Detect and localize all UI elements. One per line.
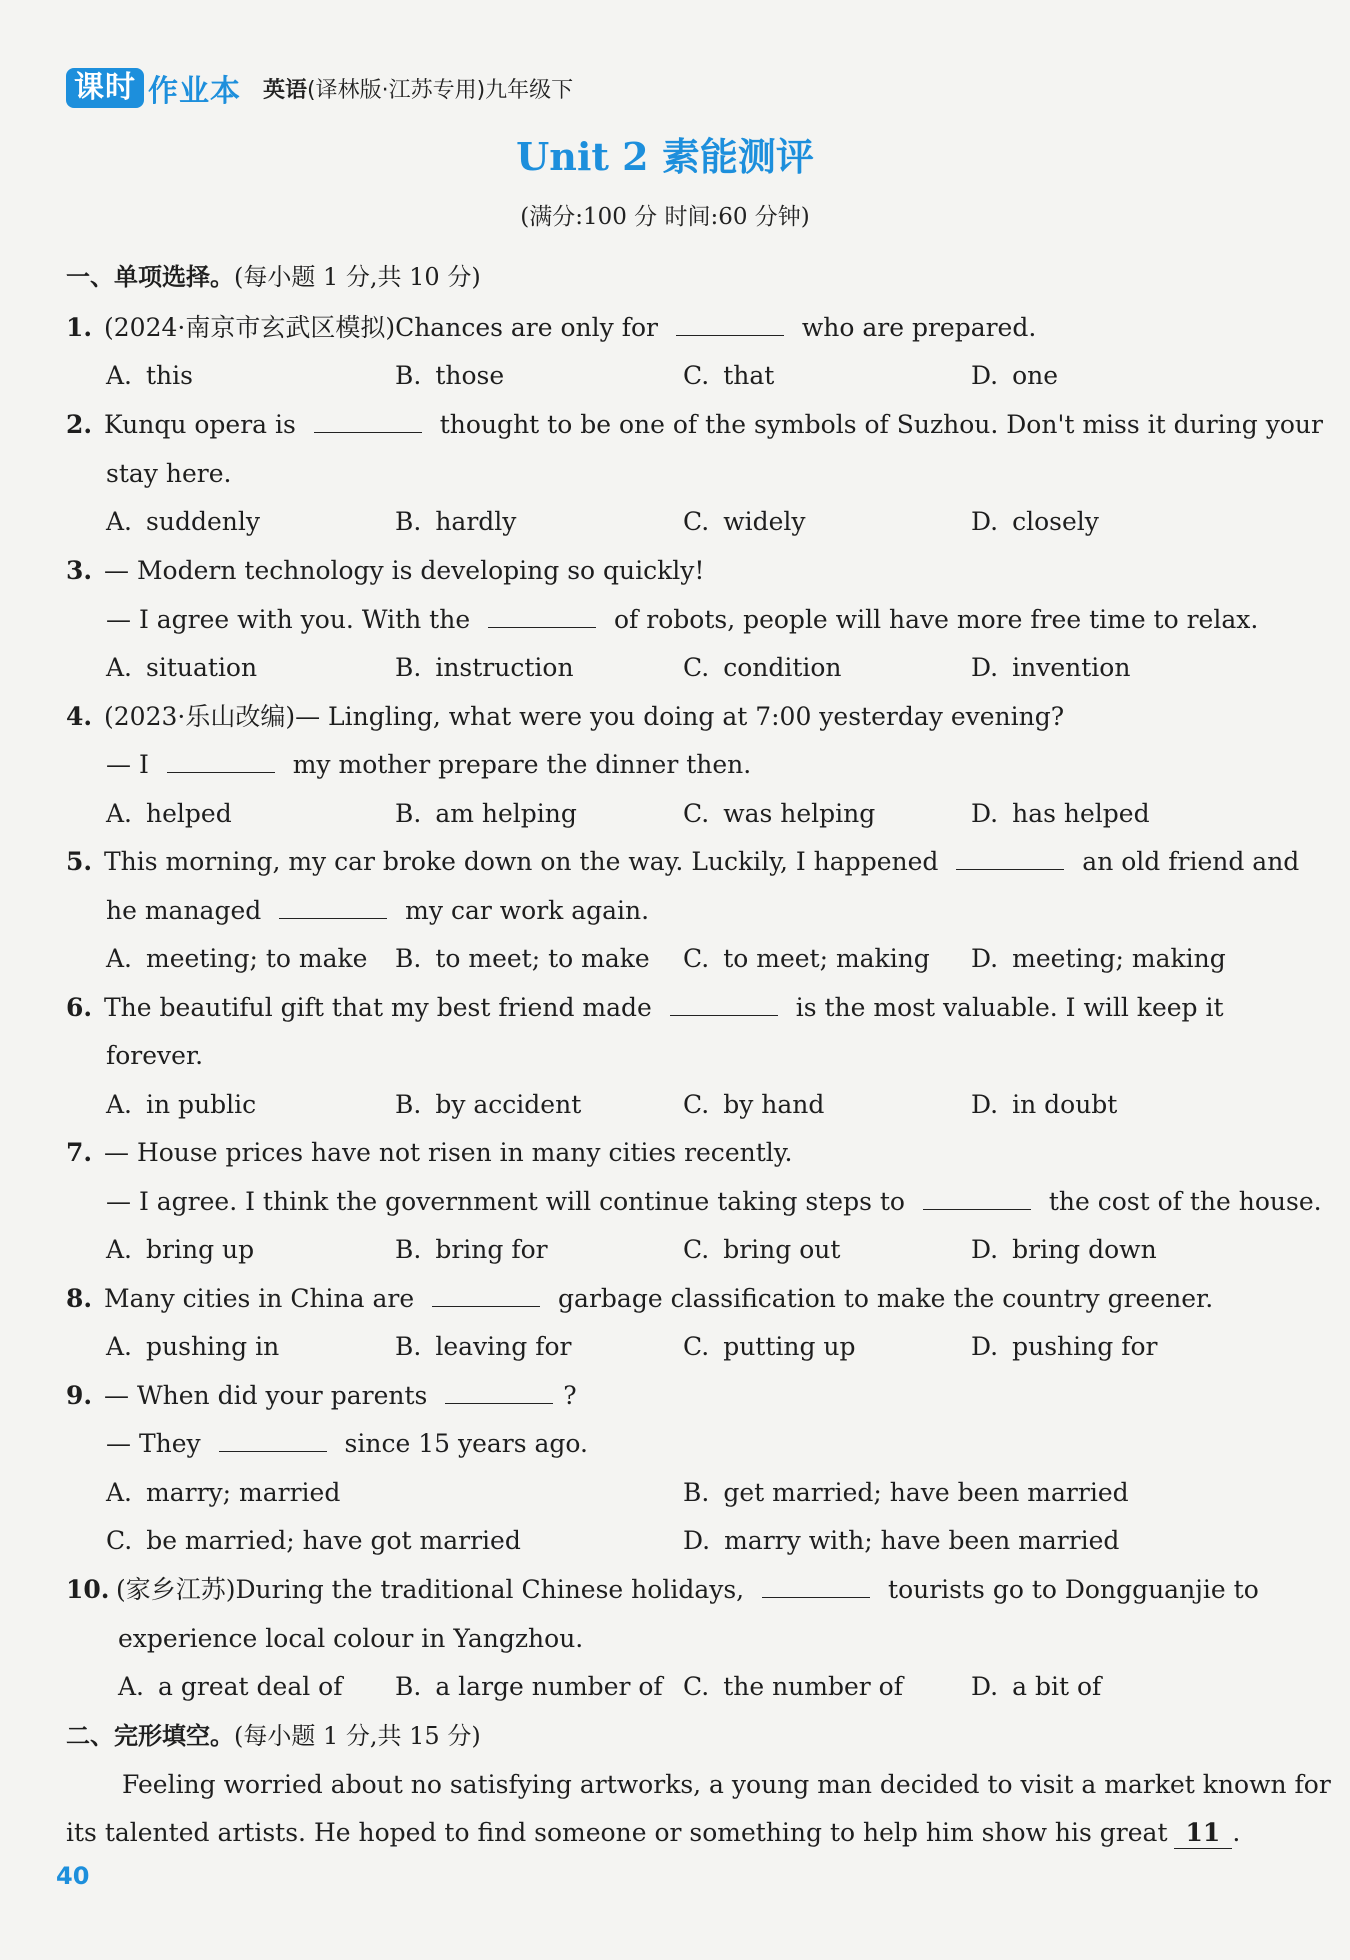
question-text: since 15 years ago. <box>336 1429 588 1458</box>
question-text: thought to be one of the symbols of Suzhou. Don't miss it during your <box>431 410 1323 439</box>
option-text: to meet; to make <box>435 944 650 973</box>
question-text: (2024·南京市玄武区模拟)Chances are only for <box>104 313 666 342</box>
section-1-note: (每小题 1 分,共 10 分) <box>234 263 481 291</box>
option-letter: D. <box>971 1090 999 1119</box>
option-letter: B. <box>395 1235 422 1264</box>
question-6-line-2: forever. <box>106 1041 204 1070</box>
option-8b <box>395 1332 571 1362</box>
option-letter: C. <box>683 361 710 390</box>
option-4b <box>395 799 577 829</box>
option-letter: B. <box>683 1478 710 1507</box>
option-letter: A. <box>106 1090 133 1119</box>
option-text: the number of <box>723 1672 903 1701</box>
question-4-line-1 <box>66 702 1064 732</box>
answer-blank <box>445 1381 553 1404</box>
answer-blank <box>956 847 1064 870</box>
option-letter: C. <box>683 1235 710 1264</box>
option-letter: B. <box>395 361 422 390</box>
option-letter: A. <box>106 653 133 682</box>
question-text: my mother prepare the dinner then. <box>284 750 752 779</box>
option-letter: A. <box>106 944 133 973</box>
question-text: is the most valuable. I will keep it <box>787 993 1224 1022</box>
option-text: instruction <box>435 653 574 682</box>
option-9a <box>106 1478 340 1508</box>
option-letter: C. <box>683 944 710 973</box>
subject: 英语 <box>263 77 308 103</box>
option-text: has helped <box>1012 799 1150 828</box>
option-text: suddenly <box>146 507 260 536</box>
question-text: of robots, people will have more free time to relax. <box>606 605 1259 634</box>
option-8d <box>971 1332 1157 1362</box>
option-text: one <box>1012 361 1059 390</box>
option-6a <box>106 1090 256 1120</box>
question-text: Kunqu opera is <box>104 410 304 439</box>
answer-blank <box>488 605 596 628</box>
option-5d <box>971 944 1226 974</box>
option-letter: D. <box>971 653 999 682</box>
question-text: my car work again. <box>397 896 650 925</box>
option-letter: D. <box>971 944 999 973</box>
question-4-line-2 <box>106 750 751 780</box>
question-number: 5. <box>66 847 93 876</box>
passage-line-2 <box>66 1818 1240 1849</box>
option-1b <box>395 361 504 391</box>
question-number: 6. <box>66 993 93 1022</box>
option-letter: B. <box>395 1672 422 1701</box>
option-3a <box>106 653 257 683</box>
question-10-line-1 <box>66 1575 1259 1605</box>
option-9b <box>683 1478 1129 1508</box>
option-10d <box>971 1672 1101 1702</box>
option-letter: A. <box>106 361 133 390</box>
option-4c <box>683 799 875 829</box>
question-7-line-2 <box>106 1187 1322 1217</box>
answer-blank <box>167 750 275 773</box>
section-1-title: 一、单项选择。 <box>66 263 234 291</box>
option-text: closely <box>1012 507 1099 536</box>
question-5-line-2 <box>106 896 649 926</box>
option-9c <box>106 1526 521 1556</box>
page-title: Unit 2 素能测评 <box>516 134 814 179</box>
option-text: to meet; making <box>723 944 930 973</box>
question-text: — I <box>106 750 157 779</box>
section-2-title: 二、完形填空。 <box>66 1722 234 1750</box>
option-letter: B. <box>395 507 422 536</box>
option-3c <box>683 653 842 683</box>
question-1-line-1 <box>66 313 1036 343</box>
option-text: invention <box>1012 653 1131 682</box>
option-text: in public <box>146 1090 257 1119</box>
option-text: condition <box>723 653 842 682</box>
answer-blank <box>923 1187 1031 1210</box>
question-text: (家乡江苏)During the traditional Chinese holidays, <box>116 1575 753 1604</box>
option-4a <box>106 799 232 829</box>
question-5-line-1 <box>66 847 1299 877</box>
section-1-heading <box>66 262 481 292</box>
option-letter: A. <box>106 507 133 536</box>
question-text: an old friend and <box>1074 847 1300 876</box>
option-letter: C. <box>683 1672 710 1701</box>
question-text: — House prices have not risen in many cities recently. <box>104 1138 793 1167</box>
option-5b <box>395 944 650 974</box>
option-text: bring for <box>435 1235 548 1264</box>
question-2-line-1 <box>66 410 1323 440</box>
edition: (译林版·江苏专用)九年级下 <box>307 77 574 103</box>
option-letter: C. <box>683 799 710 828</box>
book-logo <box>66 66 241 110</box>
option-10c <box>683 1672 903 1702</box>
option-letter: A. <box>106 1478 133 1507</box>
option-text: be married; have got married <box>146 1526 521 1555</box>
question-text: who are prepared. <box>793 313 1037 342</box>
question-number: 8. <box>66 1284 93 1313</box>
option-6d <box>971 1090 1117 1120</box>
option-text: meeting; to make <box>146 944 368 973</box>
option-letter: D. <box>971 1235 999 1264</box>
question-number: 2. <box>66 410 93 439</box>
question-text: — I agree with you. With the <box>106 605 479 634</box>
option-text: meeting; making <box>1012 944 1226 973</box>
question-text: — Modern technology is developing so quickly! <box>104 556 705 585</box>
question-6-line-1 <box>66 993 1224 1023</box>
answer-blank <box>279 896 387 919</box>
question-number: 4. <box>66 702 93 731</box>
answer-blank <box>432 1284 540 1307</box>
option-text: marry; married <box>146 1478 341 1507</box>
section-2-note: (每小题 1 分,共 15 分) <box>234 1722 481 1750</box>
option-text: a large number of <box>435 1672 663 1701</box>
option-letter: D. <box>683 1526 711 1555</box>
option-1a <box>106 361 193 391</box>
option-letter: B. <box>395 1090 422 1119</box>
page-number: 40 <box>56 1862 90 1890</box>
answer-blank <box>762 1575 870 1598</box>
option-text: putting up <box>723 1332 856 1361</box>
question-10-line-2: experience local colour in Yangzhou. <box>118 1624 584 1653</box>
question-text: ? <box>563 1381 577 1410</box>
option-7d <box>971 1235 1157 1265</box>
option-text: a great deal of <box>158 1672 343 1701</box>
answer-blank <box>670 993 778 1016</box>
option-text: pushing in <box>146 1332 280 1361</box>
option-2c <box>683 507 806 537</box>
option-text: bring down <box>1012 1235 1157 1264</box>
book-header <box>66 66 573 110</box>
option-letter: D. <box>971 507 999 536</box>
option-letter: A. <box>106 799 133 828</box>
option-letter: B. <box>395 1332 422 1361</box>
question-3-line-2 <box>106 605 1258 635</box>
question-2-line-2: stay here. <box>106 459 232 488</box>
answer-blank <box>314 410 422 433</box>
question-text: he managed <box>106 896 270 925</box>
question-text: — I agree. I think the government will continue taking steps to <box>106 1187 913 1216</box>
option-letter: C. <box>683 1090 710 1119</box>
option-letter: D. <box>971 1672 999 1701</box>
option-text: by accident <box>435 1090 582 1119</box>
question-7-line-1 <box>66 1138 793 1168</box>
option-text: leaving for <box>435 1332 572 1361</box>
option-letter: A. <box>118 1672 145 1701</box>
logo-badge: 课时 <box>66 68 144 108</box>
option-text: pushing for <box>1012 1332 1158 1361</box>
option-text: marry with; have been married <box>724 1526 1120 1555</box>
option-letter: C. <box>683 653 710 682</box>
question-text: This morning, my car broke down on the way. Luckily, I happened <box>104 847 947 876</box>
option-5c <box>683 944 930 974</box>
question-text: the cost of the house. <box>1040 1187 1322 1216</box>
question-text: (2023·乐山改编)— Lingling, what were you doing at 7:00 yesterday evening? <box>104 702 1065 731</box>
option-9d <box>683 1526 1119 1556</box>
option-5a <box>106 944 367 974</box>
option-letter: B. <box>395 944 422 973</box>
question-number: 10. <box>66 1575 110 1604</box>
question-text: — They <box>106 1429 209 1458</box>
question-number: 9. <box>66 1381 93 1410</box>
question-text: tourists go to Dongguanjie to <box>880 1575 1259 1604</box>
option-text: widely <box>723 507 806 536</box>
option-letter: D. <box>971 361 999 390</box>
option-2b <box>395 507 516 537</box>
question-text: — When did your parents <box>104 1381 436 1410</box>
question-8-line-1 <box>66 1284 1213 1314</box>
option-text: a bit of <box>1012 1672 1102 1701</box>
option-letter: A. <box>106 1235 133 1264</box>
option-text: this <box>146 361 193 390</box>
option-text: that <box>723 361 775 390</box>
option-3d <box>971 653 1130 683</box>
option-text: in doubt <box>1012 1090 1118 1119</box>
book-info <box>263 73 573 104</box>
option-text: bring out <box>723 1235 841 1264</box>
option-7c <box>683 1235 840 1265</box>
logo-text: 作业本 <box>148 74 241 109</box>
option-4d <box>971 799 1150 829</box>
option-1c <box>683 361 774 391</box>
option-7a <box>106 1235 254 1265</box>
option-letter: C. <box>683 507 710 536</box>
question-text: Many cities in China are <box>104 1284 423 1313</box>
cloze-blank-number: 11 <box>1174 1818 1233 1849</box>
question-9-line-1 <box>66 1381 577 1411</box>
option-letter: C. <box>683 1332 710 1361</box>
option-letter: B. <box>395 653 422 682</box>
option-6b <box>395 1090 581 1120</box>
option-8c <box>683 1332 856 1362</box>
question-text: The beautiful gift that my best friend made <box>104 993 660 1022</box>
option-10a <box>118 1672 342 1702</box>
option-text: am helping <box>435 799 577 828</box>
question-number: 3. <box>66 556 93 585</box>
option-letter: D. <box>971 1332 999 1361</box>
passage-text: its talented artists. He hoped to find someone or something to help him show his great <box>66 1818 1168 1847</box>
option-6c <box>683 1090 824 1120</box>
passage-line-1: Feeling worried about no satisfying artworks, a young man decided to visit a market known for <box>122 1770 1331 1799</box>
option-text: situation <box>146 653 258 682</box>
option-text: by hand <box>723 1090 825 1119</box>
option-7b <box>395 1235 548 1265</box>
option-text: helped <box>146 799 232 828</box>
question-9-line-2 <box>106 1429 588 1459</box>
option-letter: A. <box>106 1332 133 1361</box>
question-number: 1. <box>66 313 93 342</box>
option-text: was helping <box>723 799 876 828</box>
option-3b <box>395 653 574 683</box>
question-3-line-1 <box>66 556 704 586</box>
option-8a <box>106 1332 279 1362</box>
option-10b <box>395 1672 663 1702</box>
option-text: those <box>435 361 505 390</box>
option-2d <box>971 507 1099 537</box>
question-text: garbage classification to make the country greener. <box>550 1284 1214 1313</box>
option-letter: C. <box>106 1526 133 1555</box>
option-1d <box>971 361 1058 391</box>
option-2a <box>106 507 260 537</box>
answer-blank <box>219 1429 327 1452</box>
section-2-heading <box>66 1721 481 1751</box>
answer-blank <box>676 313 784 336</box>
option-text: hardly <box>435 507 517 536</box>
question-number: 7. <box>66 1138 93 1167</box>
option-letter: B. <box>395 799 422 828</box>
option-text: get married; have been married <box>723 1478 1129 1507</box>
option-text: bring up <box>146 1235 255 1264</box>
passage-text: . <box>1232 1818 1241 1847</box>
score-time-info: (满分:100 分 时间:60 分钟) <box>520 204 810 230</box>
option-letter: D. <box>971 799 999 828</box>
